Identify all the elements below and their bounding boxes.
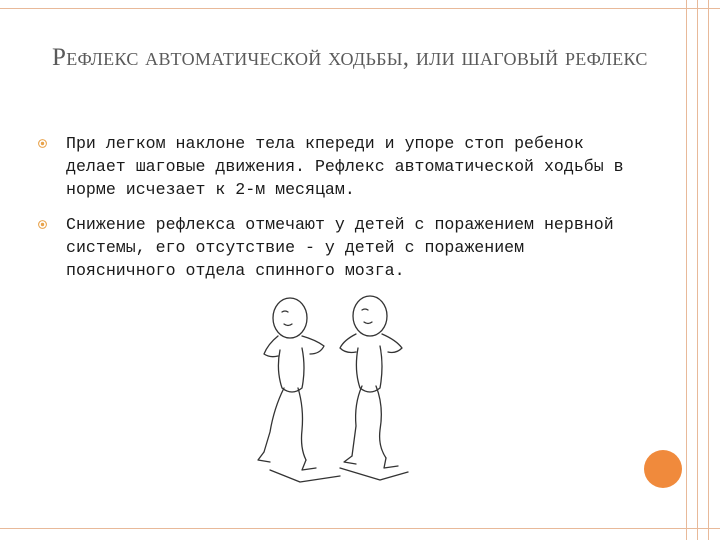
infant-figure-right	[340, 296, 402, 468]
floor-line	[340, 468, 408, 480]
slide-title: Рефлекс автоматической ходьбы, или шаговый рефлекс	[52, 44, 648, 71]
frame-line	[0, 528, 720, 529]
infant-figure-left	[258, 298, 324, 470]
bullet-text: При легком наклоне тела кпереди и упоре стоп ребенок делает шаговые движения. Рефлекс автоматической ходьбы в норме исчезает к 2-м месяцам.	[66, 134, 624, 199]
stepping-reflex-illustration	[240, 290, 430, 490]
bullet-text: Снижение рефлекса отмечают у детей с поражением нервной системы, его отсутствие - у детей с поражением поясничного отдела спинного мозга.	[66, 215, 614, 280]
frame-line	[686, 0, 687, 540]
bullet-item	[36, 213, 636, 282]
sun-bullet-icon	[36, 137, 49, 150]
orange-circle-icon	[643, 449, 683, 489]
floor-line	[270, 470, 340, 482]
frame-line	[697, 0, 698, 540]
bullet-list	[36, 132, 636, 294]
frame-line	[708, 0, 709, 540]
bullet-item	[36, 132, 636, 201]
frame-line	[0, 8, 720, 9]
sun-bullet-icon	[36, 218, 49, 231]
